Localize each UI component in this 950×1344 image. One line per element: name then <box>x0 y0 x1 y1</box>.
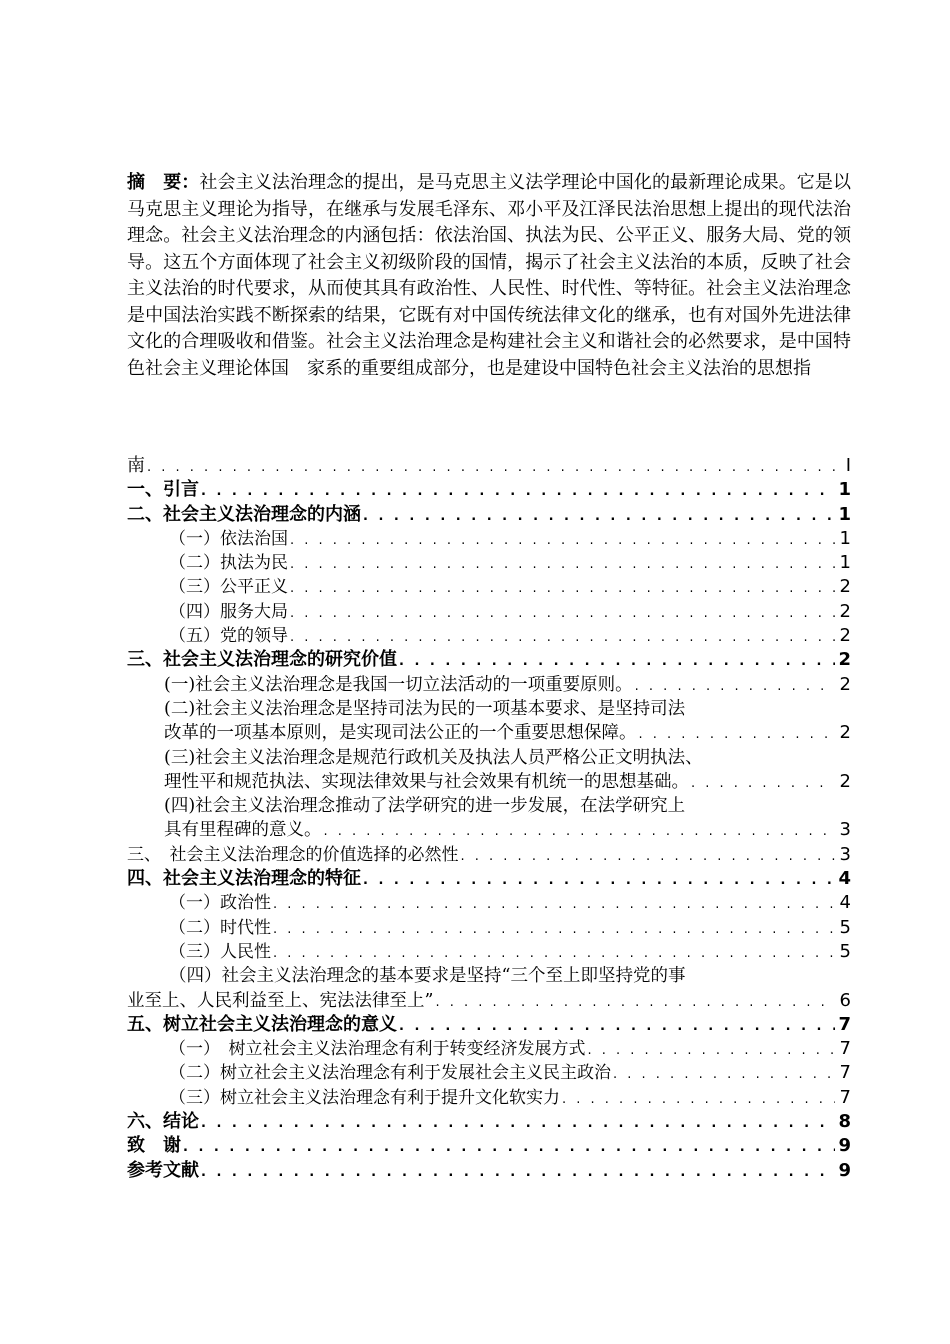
toc-entry[interactable]: 一、引言 . . . 1 <box>127 478 851 502</box>
toc-entry-line[interactable]: (三)社会主义法治理念是规范行政机关及执法人员严格公正文明执法、 <box>164 747 703 768</box>
toc-entry-continuation[interactable]: 理性平和规范执法、实现法律效果与社会效果有机统一的思想基础。 . . . 2 <box>127 770 851 794</box>
toc-entry[interactable]: 三、 社会主义法治理念的价值选择的必然性 . . . 3 <box>127 843 851 867</box>
toc-entry[interactable]: 六、结论 . . . 8 <box>127 1110 851 1134</box>
abstract-paragraph <box>127 170 851 382</box>
toc-entry-continuation[interactable]: 业至上、人民利益至上、宪法法律至上” . . . 6 <box>127 989 851 1013</box>
toc-entry[interactable]: 五、树立社会主义法治理念的意义 . . . 7 <box>127 1013 851 1037</box>
toc-entry-continuation[interactable]: 改革的一项基本原则，是实现司法公正的一个重要思想保障。 . . . 2 <box>127 721 851 745</box>
table-of-contents <box>127 454 851 1183</box>
toc-entry[interactable]: (一)社会主义法治理念是我国一切立法活动的一项重要原则。 . . . 2 <box>127 673 851 697</box>
toc-entry[interactable]: 参考文献 . . . 9 <box>127 1159 851 1183</box>
toc-entry[interactable]: （二）树立社会主义法治理念有利于发展社会主义民主政治 . . . 7 <box>127 1061 851 1085</box>
toc-entry[interactable]: （一）政治性 . . . 4 <box>127 891 851 915</box>
toc-entry[interactable]: （一） 树立社会主义法治理念有利于转变经济发展方式 . . . 7 <box>127 1037 851 1061</box>
abstract-label: 摘 要： <box>127 172 200 193</box>
toc-entry[interactable]: （五）党的领导 . . . 2 <box>127 624 851 648</box>
toc-entry[interactable]: （三）人民性 . . . 5 <box>127 940 851 964</box>
toc-entry[interactable]: （四）服务大局 . . . 2 <box>127 600 851 624</box>
toc-entry[interactable]: （三）公平正义 . . . 2 <box>127 575 851 599</box>
toc-page-number: I <box>845 455 851 476</box>
toc-entry-continuation[interactable]: 具有里程碑的意义。 . . . 3 <box>127 818 851 842</box>
toc-entry[interactable]: 三、社会主义法治理念的研究价值 . . . 2 <box>127 648 851 672</box>
toc-entry-line[interactable]: (四)社会主义法治理念推动了法学研究的进一步发展，在法学研究上 <box>164 796 686 817</box>
toc-entry[interactable]: （一）依法治国 . . . 1 <box>127 527 851 551</box>
toc-entry-line[interactable]: （四）社会主义法治理念的基本要求是坚持“三个至上即坚持党的事 <box>169 966 686 987</box>
toc-leader <box>147 456 835 478</box>
toc-entry[interactable]: （三）树立社会主义法治理念有利于提升文化软实力 . . . 7 <box>127 1086 851 1110</box>
toc-entry[interactable]: （二）执法为民 . . . 1 <box>127 551 851 575</box>
abstract-last-line: 南 . . . I <box>127 454 851 478</box>
abstract-text: 社会主义法治理念的提出，是马克思主义法学理论中国化的最新理论成果。它是以马克思主义理论为指导，在继承与发展毛泽东、邓小平及江泽民法治思想上提出的现代法治理念。社会主义法治理念的内涵包括：依法治国、执法为民、公平正义、服务大局、党的领导。这五个方面体现了社会主义初级阶段的国情，揭示了社会主义法治的本质，反映了社会主义法治的时代要求，从而使其具有政治性、人民性、时代性、等特征。社会主义法治理念是中国法治实践不断探索的结果，它既有对中国传统法律文化的继承，也有对国外先进法律文化的合理吸收和借鉴。社会主义法治理念是构建社会主义和谐社会的必然要求，是中国特色社会主义理论体国 家系的重要组成部分，也是建设中国特色社会主义法治的思想指 <box>127 172 852 379</box>
toc-entry[interactable]: 四、社会主义法治理念的特征 . . . 4 <box>127 867 851 891</box>
toc-entry-line[interactable]: (二)社会主义法治理念是坚持司法为民的一项基本要求、是坚持司法 <box>164 698 686 719</box>
toc-entry[interactable]: 二、社会主义法治理念的内涵 . . . 1 <box>127 503 851 527</box>
toc-entry[interactable]: （二）时代性 . . . 5 <box>127 916 851 940</box>
toc-entry[interactable]: 致 谢 . . . 9 <box>127 1134 851 1158</box>
